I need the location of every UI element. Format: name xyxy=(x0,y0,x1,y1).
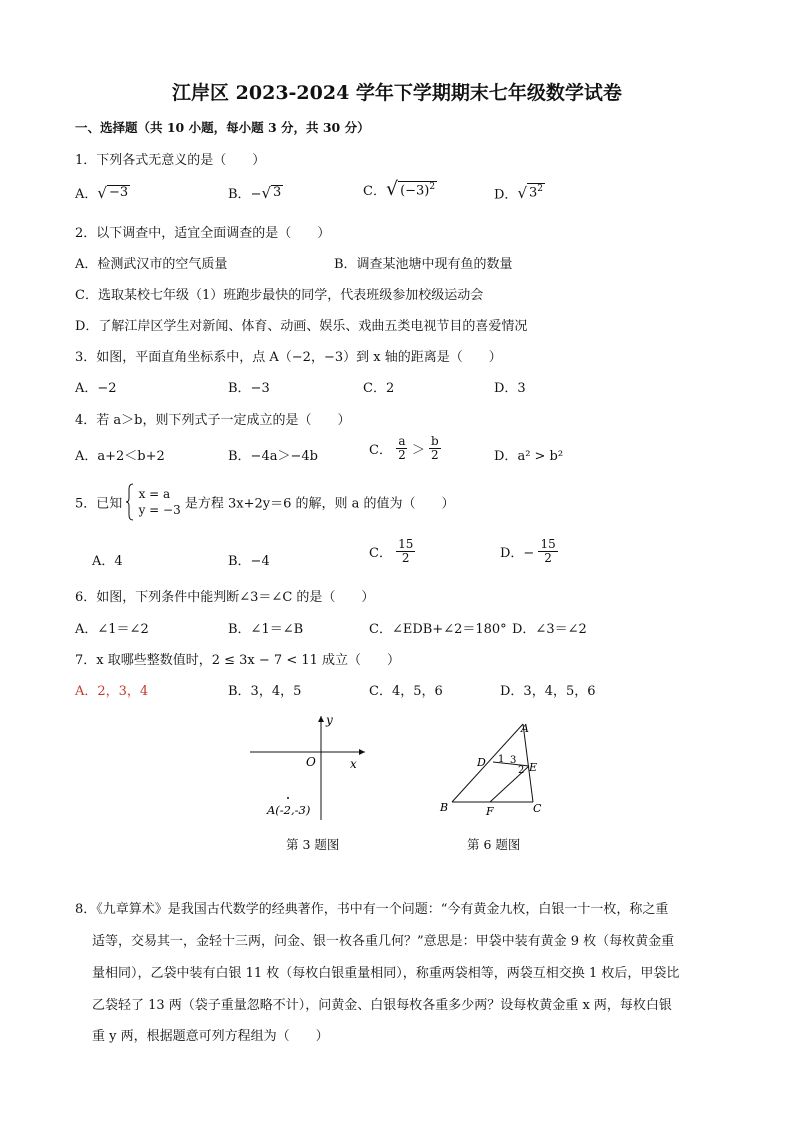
q4-option-b: B．−4a＞−4b xyxy=(228,449,318,464)
q3-option-d: D．3 xyxy=(494,381,526,396)
q1-c-exponent: 2 xyxy=(429,181,436,192)
q6-option-c: C．∠EDB+∠2＝180° xyxy=(369,622,507,637)
q7-option-c: C．4，5，6 xyxy=(369,684,443,699)
q4-c-frac1 xyxy=(396,435,408,462)
q5-d-label: D．− xyxy=(500,546,535,562)
q7-option-d: D．3，4，5，6 xyxy=(500,684,596,699)
q2-option-c: C．选取某校七年级（1）班跑步最快的同学，代表班级参加校级运动会 xyxy=(75,288,484,303)
q3-stem: 3．如图，平面直角坐标系中，点 A（−2，−3）到 x 轴的距离是（ ） xyxy=(75,350,502,365)
q4-option-c xyxy=(369,435,441,462)
page-title: 江岸区 2023-2024 学年下学期期末七年级数学试卷 xyxy=(172,82,622,104)
fig3-label-x: x xyxy=(350,757,357,771)
q2-option-d: D．了解江岸区学生对新闻、体育、动画、娱乐、戏曲五类电视节目的喜爱情况 xyxy=(75,319,528,334)
fig6-angle-3: 3 xyxy=(510,755,517,766)
q5-option-a: A．4 xyxy=(92,554,123,569)
q4-c-op: ＞ xyxy=(411,443,425,459)
section-heading: 一、选择题（共 10 小题，每小题 3 分，共 30 分） xyxy=(75,120,370,135)
q4-c-label: C． xyxy=(369,443,392,459)
q1-d-radicand: 3 xyxy=(529,185,538,201)
q3-option-a: A．−2 xyxy=(75,381,117,396)
q5-option-c xyxy=(369,538,415,565)
q8-line-3: 量相同），乙袋中装有白银 11 枚（每枚白银重量相同），称重两袋相等，两袋互相交换 1 枚后，甲袋比 xyxy=(92,966,680,981)
q1-option-d xyxy=(494,183,545,202)
q4-c-den1: 2 xyxy=(398,448,406,463)
q4-c-frac2 xyxy=(429,435,441,462)
q6-option-b: B．∠1＝∠B xyxy=(228,622,304,637)
sqrt-d: √ $3^2$ xyxy=(517,184,544,203)
figure-6-caption: 第 6 题图 xyxy=(467,837,521,852)
fig6-label-d: D xyxy=(477,756,486,769)
q4-c-den2: 2 xyxy=(431,448,439,463)
sqrt-c: √ $(-3)^2$ xyxy=(385,178,436,200)
q3-option-c: C．2 xyxy=(363,381,395,396)
q5-stem xyxy=(75,483,455,521)
q1-a-radicand: −3 xyxy=(108,185,129,201)
q4-d-label: D． xyxy=(494,449,518,464)
q8-line-1: 8．《九章算术》是我国古代数学的经典著作，书中有一个问题：“今有黄金九枚，白银一十一枚，称之重 xyxy=(75,902,669,917)
q1-a-label: A． xyxy=(75,187,98,202)
q5-pre: 5．已知 xyxy=(75,496,123,512)
q1-d-label: D． xyxy=(494,187,518,203)
q2-option-a: A．检测武汉市的空气质量 xyxy=(75,257,228,272)
fig6-angle-2: 2 xyxy=(518,765,525,776)
q5-option-b: B．−4 xyxy=(228,554,270,569)
q7-option-a: A．2，3，4 xyxy=(75,684,149,699)
point-a xyxy=(287,797,289,799)
q8-line-4: 乙袋轻了 13 两（袋子重量忽略不计），问黄金、白银每枚各重多少两？设每枚黄金重 x 两，每枚白银 xyxy=(92,998,672,1013)
sqrt-b: √ 3 xyxy=(261,184,282,202)
q4-c-num2: b xyxy=(431,434,439,448)
q1-c-radicand: (−3) xyxy=(400,183,430,199)
q3-option-b: B．−3 xyxy=(228,381,270,396)
q7-option-b: B．3，4，5 xyxy=(228,684,302,699)
q5-d-num: 15 xyxy=(540,537,556,551)
q6-option-d: D．∠3＝∠2 xyxy=(512,622,587,637)
q5-c-label: C． xyxy=(369,546,392,562)
q5-d-den: 2 xyxy=(544,551,552,566)
q5-row2: y = −3 xyxy=(138,503,181,517)
fig3-label-o: O xyxy=(306,755,316,769)
q6-stem: 6．如图，下列条件中能判断∠3＝∠C 的是（ ） xyxy=(75,590,375,605)
fig6-label-a: A xyxy=(521,722,529,735)
figure-6-triangle xyxy=(430,712,560,822)
sqrt-a: √ −3 xyxy=(97,184,129,202)
q1-b-radicand: 3 xyxy=(273,185,282,201)
figure-3-coordinate-plane xyxy=(240,708,380,828)
q1-option-b xyxy=(228,183,283,202)
q5-c-frac xyxy=(396,538,415,565)
q7-stem: 7．x 取哪些整数值时，2 ≤ 3x − 7 < 11 成立（ ） xyxy=(75,653,401,668)
q4-stem: 4．若 a＞b，则下列式子一定成立的是（ ） xyxy=(75,413,351,428)
q1-c-label: C． xyxy=(363,184,386,199)
q5-c-den: 2 xyxy=(401,551,410,566)
q8-line-5: 重 y 两，根据题意可列方程组为（ ） xyxy=(92,1029,329,1044)
fig3-label-y: y xyxy=(326,713,333,727)
fig6-label-c: C xyxy=(533,802,542,815)
q4-c-num1: a xyxy=(398,434,406,448)
q2-option-b: B．调查某池塘中现有鱼的数量 xyxy=(334,257,513,272)
q5-option-d xyxy=(500,538,558,565)
brace-icon xyxy=(126,483,134,521)
q1-b-pre: − xyxy=(250,187,262,202)
q4-option-a: A．a+2＜b+2 xyxy=(75,449,165,464)
q8-line-2: 适等，交易其一，金轻十三两，问金、银一枚各重几何？”意思是：甲袋中装有黄金 9 枚（每枚黄金重 xyxy=(92,934,675,949)
q5-d-frac xyxy=(538,538,557,565)
q6-option-a: A．∠1＝∠2 xyxy=(75,622,149,637)
q1-stem: 1．下列各式无意义的是（ ） xyxy=(75,153,266,168)
fig6-label-b: B xyxy=(440,801,449,814)
q4-option-d xyxy=(494,445,563,464)
q1-d-exponent: 2 xyxy=(537,184,544,194)
fig6-label-e: E xyxy=(529,761,538,774)
q5-post: 是方程 3x+2y＝6 的解，则 a 的值为（ ） xyxy=(184,496,455,512)
q5-system xyxy=(139,486,181,518)
q1-b-label: B． xyxy=(228,187,251,202)
q5-row1: x = a xyxy=(138,486,171,501)
figure-3-caption: 第 3 题图 xyxy=(286,837,340,852)
q5-c-num: 15 xyxy=(398,537,414,551)
q4-d-expr: a² > b² xyxy=(517,449,564,464)
fig6-angle-1: 1 xyxy=(498,754,505,765)
fig6-label-f: F xyxy=(486,805,494,818)
q1-option-a xyxy=(75,183,130,202)
x-axis-arrow-icon xyxy=(359,749,365,755)
fig3-label-a: A(-2,-3) xyxy=(267,803,311,817)
y-axis-arrow-icon xyxy=(318,716,324,722)
q2-stem: 2．以下调查中，适宜全面调查的是（ ） xyxy=(75,226,331,241)
q1-option-c xyxy=(363,180,437,199)
